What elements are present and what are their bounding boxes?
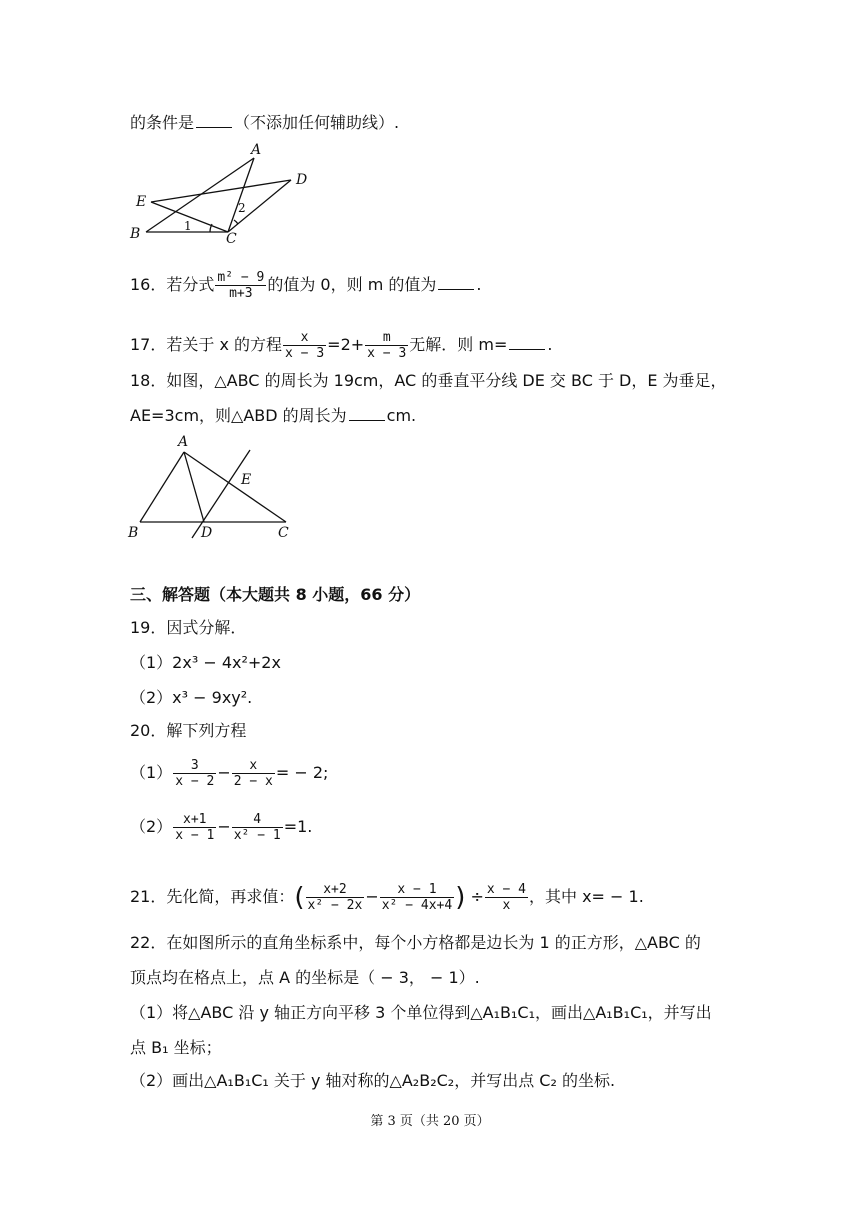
q20-p1-label: （1） <box>130 763 173 782</box>
q20-part-1 <box>130 758 328 789</box>
q19-title: 19．因式分解． <box>130 618 247 637</box>
q22-line-3: （1）将△ABC 沿 y 轴正方向平移 3 个单位得到△A₁B₁C₁，画出△A₁B₁C₁，并写出 <box>130 1003 712 1022</box>
segment-AD <box>184 452 204 522</box>
q17-line <box>130 330 552 361</box>
q17-f2-numerator: m <box>365 330 408 346</box>
q18-line2-before: AE=3cm，则△ABD 的周长为 <box>130 406 347 425</box>
label-D: D <box>296 172 308 188</box>
label-A: A <box>251 142 262 158</box>
q20-p1-fraction-1 <box>173 758 216 789</box>
q17-fraction-1 <box>283 330 326 361</box>
q21-f1-denominator: x² − 2x <box>307 898 363 913</box>
q17-prefix: 17．若关于 x 的方程 <box>130 335 283 354</box>
q21-divide: ÷ <box>470 887 484 906</box>
section-3-heading: 三、解答题（本大题共 8 小题，66 分） <box>130 585 421 604</box>
q20-p1-f2-numerator: x <box>232 758 275 774</box>
label-D: D <box>201 525 213 541</box>
q21-f2-denominator: x² − 4x+4 <box>381 898 453 913</box>
q21-prefix: 21．先化简，再求值： <box>130 887 295 906</box>
angle-2-arc <box>234 220 238 224</box>
segment-AB <box>140 452 184 522</box>
q15-text-before: 的条件是 <box>130 113 195 132</box>
q17-suffix: 无解．则 m= <box>409 335 508 354</box>
q20-p1-fraction-2 <box>232 758 275 789</box>
q21-line <box>130 882 644 913</box>
q20-p1-f2-denominator: 2 − x <box>233 774 273 789</box>
label-E: E <box>241 472 252 488</box>
q17-end: . <box>547 335 553 354</box>
q21-minus: − <box>365 887 379 906</box>
q20-p2-label: （2） <box>130 817 173 836</box>
q20-title: 20．解下列方程 <box>130 721 247 740</box>
q20-p1-f1-numerator: 3 <box>173 758 216 774</box>
label-A: A <box>178 434 189 450</box>
figure-q18 <box>126 430 306 545</box>
segment-ED <box>151 180 291 202</box>
q17-fraction-2 <box>365 330 408 361</box>
q17-mid: =2+ <box>327 335 365 354</box>
q21-open-paren: ( <box>294 882 305 913</box>
q16-fraction <box>215 270 266 301</box>
q20-p2-fraction-2 <box>232 812 283 843</box>
q20-p2-f1-numerator: x+1 <box>173 812 216 828</box>
figure-q15 <box>126 140 326 245</box>
q21-f3-denominator: x <box>502 898 511 913</box>
page-footer: 第 3 页（共 20 页） <box>370 1114 490 1129</box>
q16-line <box>130 270 481 301</box>
q21-close-paren: ) <box>455 882 466 913</box>
q21-fraction-1 <box>306 882 365 913</box>
label-B: B <box>128 525 139 541</box>
q20-p1-f1-denominator: x − 2 <box>175 774 215 789</box>
q21-suffix: ，其中 x= − 1. <box>528 887 644 906</box>
label-E: E <box>136 194 147 210</box>
q18-line2-after: cm. <box>386 406 417 425</box>
q20-p2-f2-numerator: 4 <box>232 812 283 828</box>
q20-p2-rhs: =1. <box>283 817 313 836</box>
label-angle-2: 2 <box>238 201 246 215</box>
q16-denominator: m+3 <box>229 286 253 301</box>
segment-AC <box>184 452 286 522</box>
q15-line <box>130 112 399 134</box>
label-C: C <box>278 525 289 541</box>
q20-part-2 <box>130 812 312 843</box>
q20-p2-fraction-1 <box>173 812 216 843</box>
q19-part-1: （1）2x³ − 4x²+2x <box>130 653 281 672</box>
q20-p1-minus: − <box>217 763 231 782</box>
q18-line-1: 18．如图，△ABC 的周长为 19cm，AC 的垂直平分线 DE 交 BC 于 D，E 为垂足， <box>130 371 727 390</box>
q21-f3-numerator: x − 4 <box>486 882 526 897</box>
q21-f1-numerator: x+2 <box>306 882 365 898</box>
q16-prefix: 16．若分式 <box>130 275 215 294</box>
q20-p2-f2-denominator: x² − 1 <box>233 828 281 843</box>
q16-answer-blank <box>438 275 474 290</box>
label-B: B <box>130 226 141 242</box>
q19-part-2: （2）x³ − 9xy². <box>130 688 253 707</box>
q20-p2-f1-denominator: x − 1 <box>175 828 215 843</box>
q21-fraction-2 <box>380 882 454 913</box>
q22-line-1: 22．在如图所示的直角坐标系中，每个小方格都是边长为 1 的正方形，△ABC 的 <box>130 933 701 952</box>
q16-numerator: m² − 9 <box>217 270 265 285</box>
q17-answer-blank <box>509 335 545 350</box>
q16-suffix: 的值为 0，则 m 的值为 <box>267 275 437 294</box>
q15-answer-blank <box>196 113 232 128</box>
q22-line-5: （2）画出△A₁B₁C₁ 关于 y 轴对称的△A₂B₂C₂，并写出点 C₂ 的坐标. <box>130 1071 616 1090</box>
q17-f2-denominator: x − 3 <box>367 346 407 361</box>
q17-f1-numerator: x <box>283 330 326 346</box>
label-C: C <box>226 231 237 245</box>
q22-line-2: 顶点均在格点上，点 A 的坐标是（ − 3， − 1）. <box>130 968 480 987</box>
q18-line-2 <box>130 405 416 427</box>
q22-line-4: 点 B₁ 坐标； <box>130 1038 222 1057</box>
q17-f1-denominator: x − 3 <box>285 346 325 361</box>
q16-end: . <box>476 275 482 294</box>
q20-p2-minus: − <box>217 817 231 836</box>
q20-p1-rhs: = − 2; <box>275 763 329 782</box>
q15-text-after: （不添加任何辅助线）. <box>234 113 400 132</box>
q18-answer-blank <box>349 406 385 421</box>
q21-fraction-3 <box>485 882 528 913</box>
label-angle-1: 1 <box>184 219 192 233</box>
q21-f2-numerator: x − 1 <box>380 882 454 898</box>
